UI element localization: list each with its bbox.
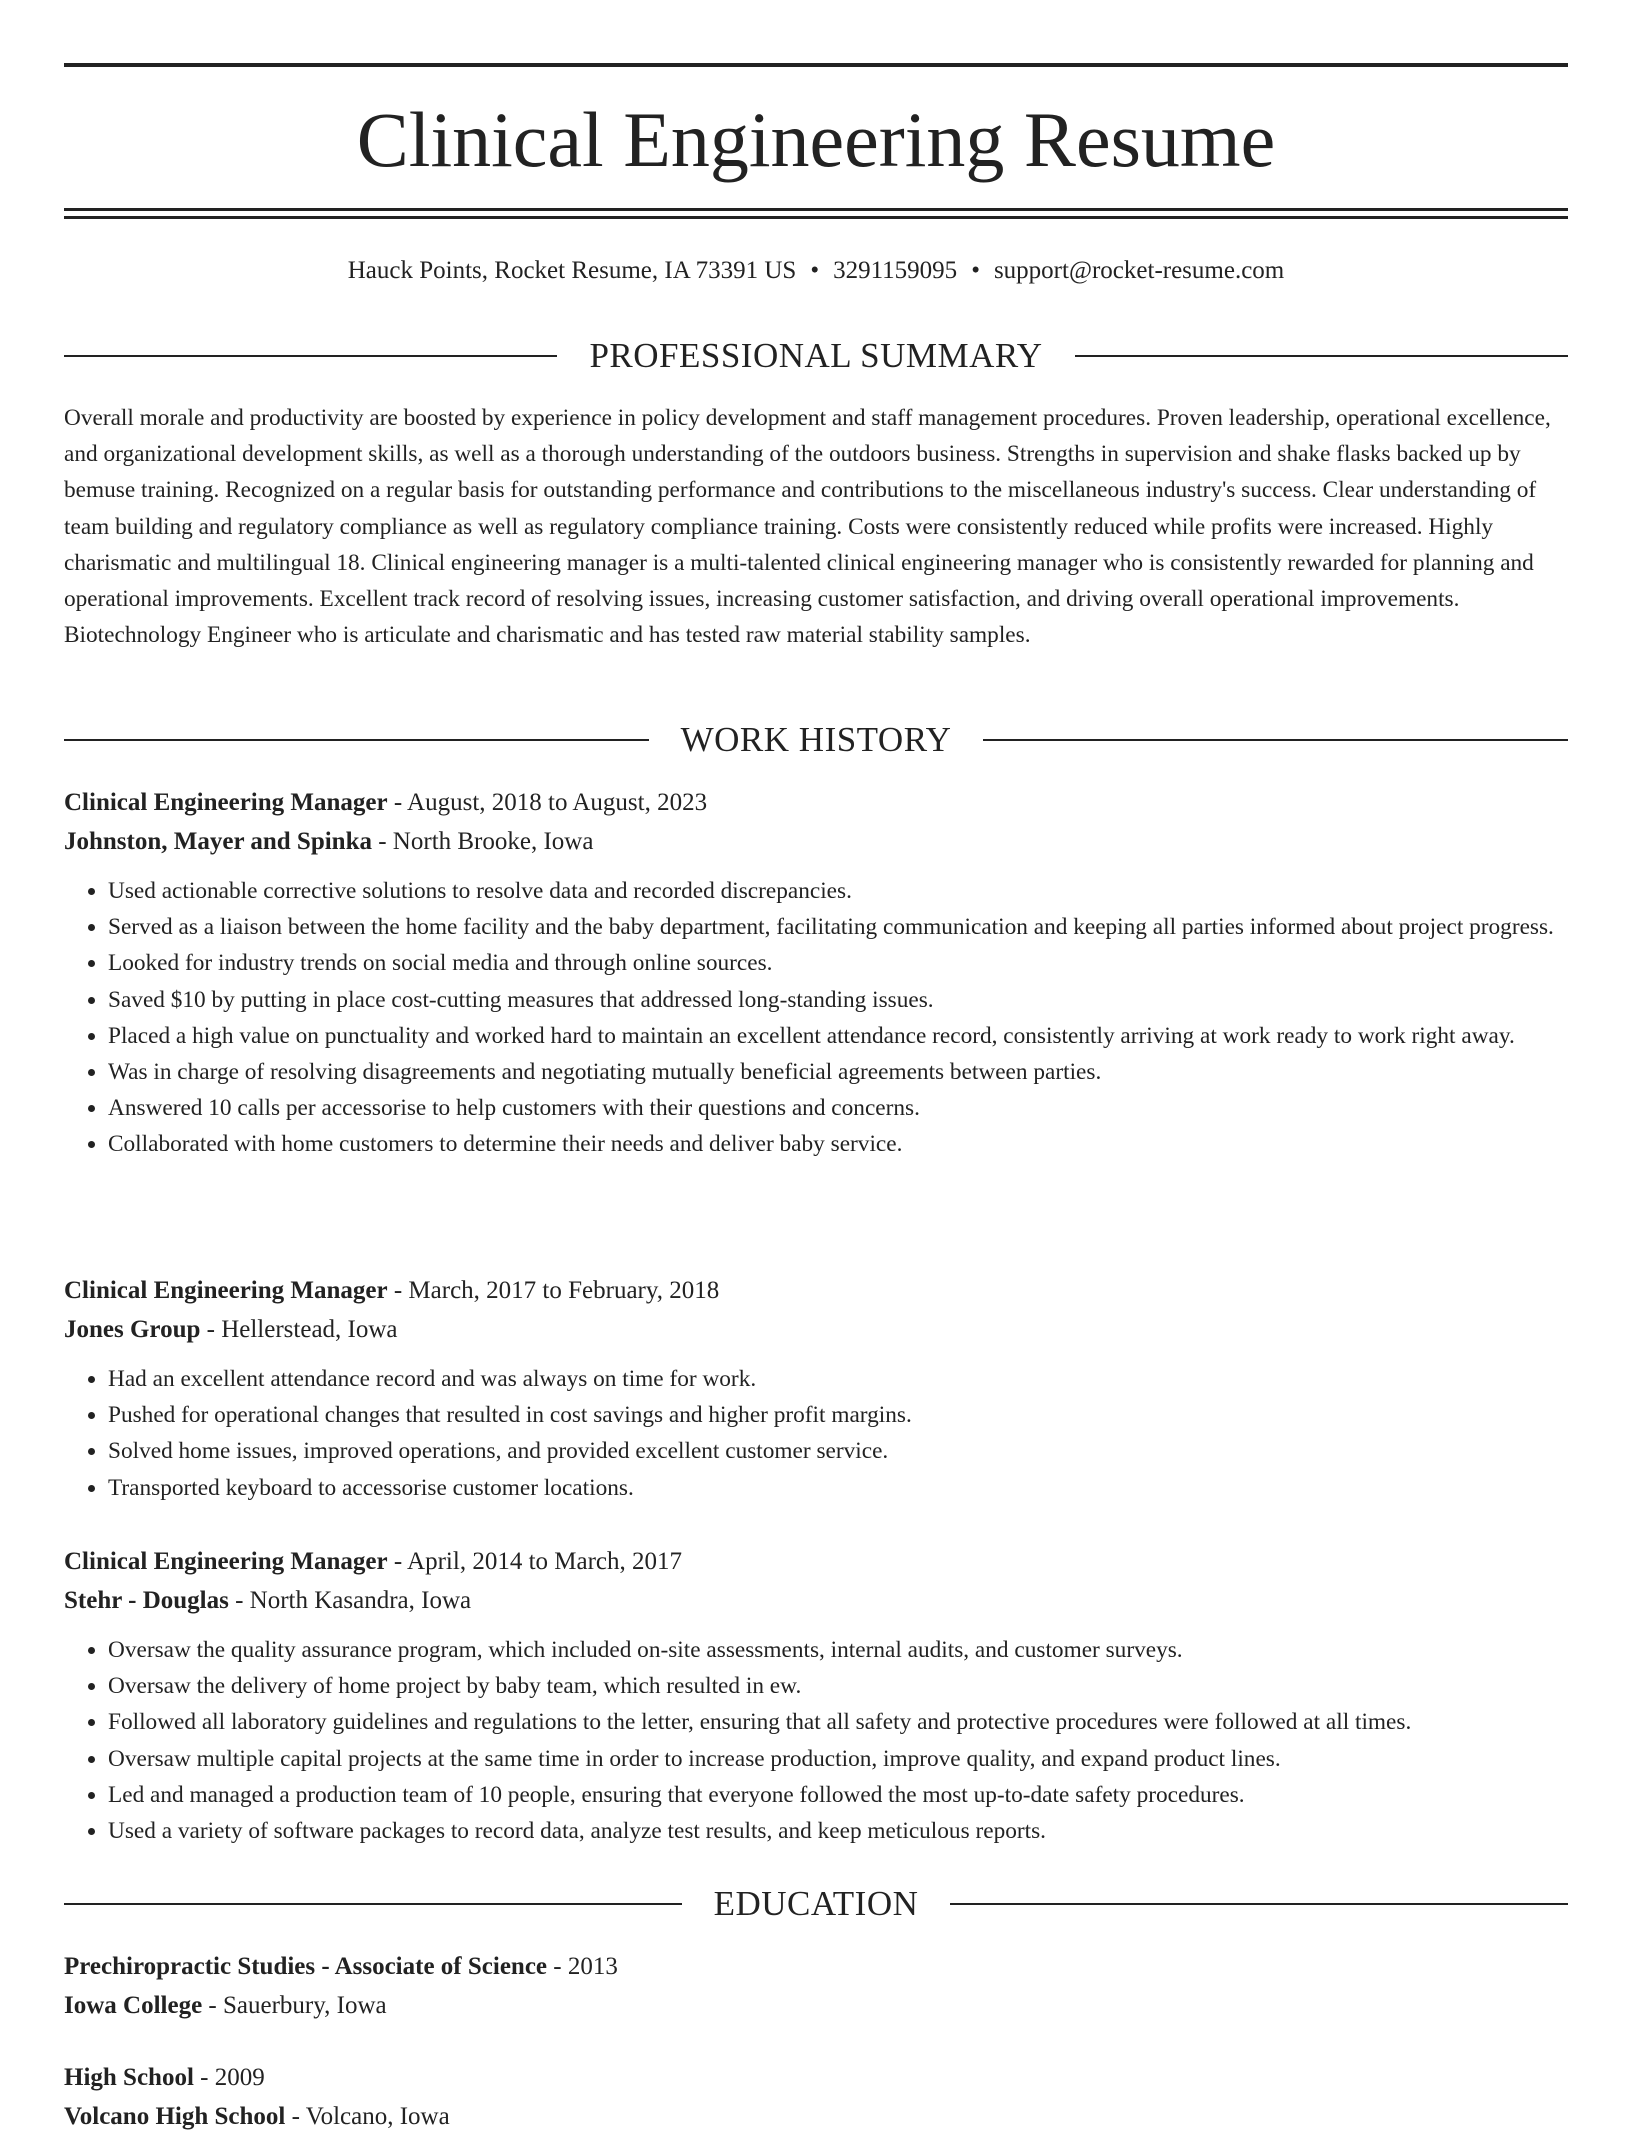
job-title-line (64, 1271, 1568, 1310)
education-year: - 2013 (547, 1953, 618, 1980)
contact-separator: • (971, 257, 980, 284)
education-entry (64, 1947, 1568, 2025)
job-company: Stehr - Douglas (64, 1587, 229, 1614)
title-underline-1 (64, 208, 1568, 211)
job-location: - Hellerstead, Iowa (200, 1316, 398, 1343)
education-school: Volcano High School (64, 2103, 286, 2130)
job-bullet: • Pushed for operational changes that resulted in cost savings and higher profit margins. (108, 1397, 1568, 1433)
job-dates: - March, 2017 to February, 2018 (387, 1277, 720, 1304)
education-entry (64, 2058, 1568, 2136)
job-role: Clinical Engineering Manager (64, 1548, 388, 1575)
title-underline-2 (64, 216, 1568, 219)
contact-email: support@rocket-resume.com (993, 257, 1285, 284)
work-heading-row (64, 718, 1568, 762)
job-bullet: • Used actionable corrective solutions to resolve data and recorded discrepancies. (108, 873, 1568, 909)
education-heading: EDUCATION (713, 1884, 919, 1923)
divider (1075, 355, 1568, 357)
education-degree: High School (64, 2064, 194, 2091)
job-bullet: • Used a variety of software packages to record data, analyze test results, and keep meticulous reports. (108, 1813, 1568, 1849)
education-degree-line (64, 1947, 1568, 1986)
education-year: - 2009 (193, 2064, 265, 2091)
job-bullet: • Followed all laboratory guidelines and regulations to the letter, ensuring that all safety and protective procedures were followed at all times. (108, 1704, 1568, 1740)
job-bullet: • Oversaw the quality assurance program, which included on-site assessments, internal audits, and customer surveys. (108, 1632, 1568, 1668)
job-bullets (64, 873, 1568, 1163)
job-bullet: • Collaborated with home customers to determine their needs and deliver baby service. (108, 1126, 1568, 1162)
job-bullet: • Oversaw the delivery of home project by baby team, which resulted in ew. (108, 1668, 1568, 1704)
resume-title: Clinical Engineering Resume (356, 96, 1276, 183)
job-bullets (64, 1632, 1568, 1849)
education-school-line (64, 2097, 1568, 2136)
job-bullets (64, 1361, 1568, 1506)
job-company: Johnston, Mayer and Spinka (64, 828, 372, 855)
job-bullet: • Transported keyboard to accessorise customer locations. (108, 1470, 1568, 1506)
job-bullet: • Answered 10 calls per accessorise to help customers with their questions and concerns. (108, 1090, 1568, 1126)
summary-heading: PROFESSIONAL SUMMARY (589, 336, 1043, 375)
divider (64, 1903, 682, 1905)
job-bullet: • Had an excellent attendance record and was always on time for work. (108, 1361, 1568, 1397)
job-dates: - August, 2018 to August, 2023 (387, 789, 708, 816)
education-school: Iowa College (64, 1992, 203, 2019)
job-location: - North Brooke, Iowa (371, 828, 594, 855)
job-company-line (64, 1310, 1568, 1349)
contact-phone: 3291159095 (833, 257, 958, 284)
job-bullet: • Placed a high value on punctuality and worked hard to maintain an excellent attendance record, consistently arriving at work ready to work right away. (108, 1018, 1568, 1054)
job-bullet: • Saved $10 by putting in place cost-cutting measures that addressed long-standing issues. (108, 982, 1568, 1018)
education-degree-line (64, 2058, 1568, 2097)
work-heading: WORK HISTORY (680, 720, 952, 759)
education-degree: Prechiropractic Studies - Associate of Science (64, 1953, 548, 1980)
divider (950, 1903, 1568, 1905)
job-location: - North Kasandra, Iowa (228, 1587, 472, 1614)
job-bullet: • Solved home issues, improved operations, and provided excellent customer service. (108, 1433, 1568, 1469)
job-bullet: • Looked for industry trends on social media and through online sources. (108, 945, 1568, 981)
job-entry (64, 1271, 1568, 1506)
contact-line (64, 254, 1568, 288)
education-school-line (64, 1986, 1568, 2025)
job-title-line (64, 783, 1568, 822)
job-bullet: • Was in charge of resolving disagreements and negotiating mutually beneficial agreements between parties. (108, 1054, 1568, 1090)
job-title-line (64, 1542, 1568, 1581)
job-role: Clinical Engineering Manager (64, 1277, 388, 1304)
job-bullet: • Served as a liaison between the home facility and the baby department, facilitating communication and keeping all parties informed about project progress. (108, 909, 1568, 945)
job-bullet: • Oversaw multiple capital projects at the same time in order to increase production, improve quality, and expand product lines. (108, 1741, 1568, 1777)
education-location: - Sauerbury, Iowa (202, 1992, 387, 2019)
job-role: Clinical Engineering Manager (64, 789, 388, 816)
top-rule (64, 63, 1568, 67)
contact-address: Hauck Points, Rocket Resume, IA 73391 US (347, 257, 797, 284)
contact-separator: • (810, 257, 820, 284)
divider (983, 739, 1568, 741)
summary-heading-row (64, 334, 1568, 378)
job-company-line (64, 822, 1568, 861)
job-company: Jones Group (64, 1316, 201, 1343)
job-entry (64, 783, 1568, 1163)
divider (64, 739, 649, 741)
job-dates: - April, 2014 to March, 2017 (387, 1548, 683, 1575)
summary-text: Overall morale and productivity are boosted by experience in policy development and staff management procedures. Proven leadership, operational excellence, and organizational development skills, as well as a thorough understanding of the outdoors business. Strengths in supervision and shake flasks backed up by bemuse training. Recognized on a regular basis for outstanding performance and contributions to the miscellaneous industry's success. Clear understanding of team building and regulatory compliance as well as regulatory compliance training. Costs were consistently reduced while profits were increased. Highly charismatic and multilingual 18. Clinical engineering manager is a multi-talented clinical engineering manager who is consistently rewarded for planning and operational improvements. Excellent track record of resolving issues, increasing customer satisfaction, and driving overall operational improvements. Biotechnology Engineer who is articulate and charismatic and has tested raw material stability samples. (64, 405, 1551, 649)
job-bullet: • Led and managed a production team of 10 people, ensuring that everyone followed the most up-to-date safety procedures. (108, 1777, 1568, 1813)
job-company-line (64, 1581, 1568, 1620)
job-entry (64, 1542, 1568, 1849)
education-location: - Volcano, Iowa (285, 2103, 450, 2130)
divider (64, 355, 557, 357)
education-heading-row (64, 1882, 1568, 1926)
